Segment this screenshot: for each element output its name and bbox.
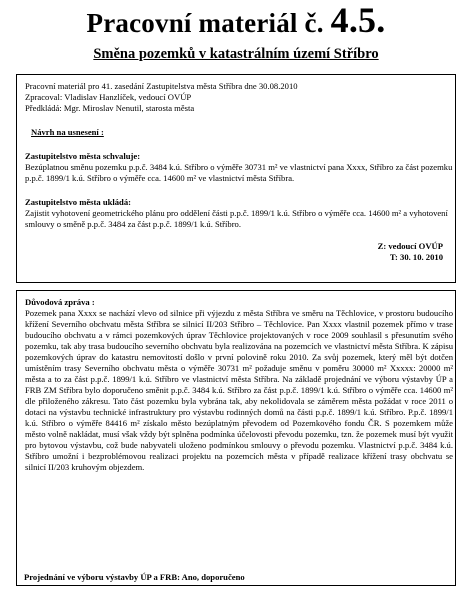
approve-text: Bezúplatnou směnu pozemku p.p.č. 3484 k.ú. Stříbro o výměře 30731 m² ve vlastnictví pana Xxxx, Stříbro za část pozemku p.p.č. 1899/1 k.ú. Stříbro o výměře cca. 14600 m² ve vlastnictví města Stříbra. (25, 162, 453, 183)
title-text: Pracovní materiál č. (86, 8, 324, 38)
reasoning-body: Pozemek pana Xxxx se nachází vlevo od silnice při výjezdu z města Stříbra ve směru na Těchlovice, v prostoru budoucího křížení Severního obchvatu města Stříbra se silnicí II/203 Stříbro – Těchlovice. Pan Xxxx vlastnil pozemek přímo v trase budoucího obchvatu a v rámci pozemkových úprav Těchlovice projektovaných v roce 2009 souhlasil s přesunutím svého pozemku, tak aby trasa budoucího severního obchvatu byla realizována na pozemcích ve vlastnictví města Stříbra. K zápisu pozemkových úprav do katastru nemovitostí došlo v první polovině roku 2010. Za svůj pozemek, který měl být dotčen umístěním trasy Severního obchvatu města o výměře 30731 m² požaduje směnu v poměru 30000 m² Xxxxx: 20000 m² města a to za část p.p.č. 1899/1 k.ú. Stříbro ve vlastnictví města Stříbra. Na základě projednání ve výboru výstavby ÚP a FRB ZM Stříbra bylo doporučeno směnit p.p.č. 3484 k.ú. Stříbro za část p.p.č. 1899/1 k.ú. Stříbro o výměře cca. 14600 m² dle přiloženého zákresu. Tato část pozemku byla vybrána tak, aby nekolidovala se záměrem města požádat v roce 2011 o dotaci na výstavbu technické infrastruktury pro výstavbu rodinných domů na části p.p.č. 1899/1 k.ú. Stříbro. P.p.č. 1899/1 k.ú. Stříbro o výměře 84416 m² získalo město bezúplatným převodem od Pozemkového fondu ČR. S pozemkem může město volně nakládat, musí však vždy být splněna podmínka účelovosti převodu pozemku, tzn. že pozemek musí být využit pro bytovou výstavbu, což bude nabyvateli uloženo podmínkou smlouvy o převodu pozemku. Vlastnictví p.p.č. 3484 k.ú. Stříbro umožní i bezproblémovou realizaci projektu na pozemcích města v případě realizace křížení trasy obchvatu se silnicí II/203 kruhovým objezdem. (25, 308, 453, 472)
page-title (0, 2, 472, 41)
proposal-box (16, 74, 456, 283)
reasoning-box (16, 290, 456, 586)
deadline: T: 30. 10. 2010 (389, 252, 443, 262)
document-subtitle: Směna pozemků v katastrálním území Stříbro (93, 46, 379, 62)
task-text: Zajistit vyhotovení geometrického plánu pro oddělení části p.p.č. 1899/1 k.ú. Stříbro o výměře cca. 14600 m² a vyhotovení smlouvy o směně p.p.č. 3484 za část p.p.č. 1899/1 k.ú. Stříbro. (25, 208, 448, 229)
responsible-person: Z: vedoucí OVÚP (377, 241, 443, 251)
proposal-heading: Návrh na usnesení : (31, 127, 104, 137)
meta-line-submitted-by: Předkládá: Mgr. Miroslav Nenutil, starosta města (25, 103, 195, 113)
committee-statement: Projednání ve výboru výstavby ÚP a FRB: Ano, doporučeno (24, 572, 245, 582)
meta-line-session: Pracovní materiál pro 41. zasedání Zastupitelstva města Stříbra dne 30.08.2010 (25, 81, 298, 91)
reasoning-heading: Důvodová zpráva : (25, 297, 95, 307)
title-number: 4.5. (330, 0, 386, 40)
meta-line-prepared-by: Zpracoval: Vladislav Hanzlíček, vedoucí OVÚP (25, 92, 192, 102)
approve-heading: Zastupitelstvo města schvaluje: (25, 151, 141, 161)
task-heading: Zastupitelstvo města ukládá: (25, 197, 131, 207)
